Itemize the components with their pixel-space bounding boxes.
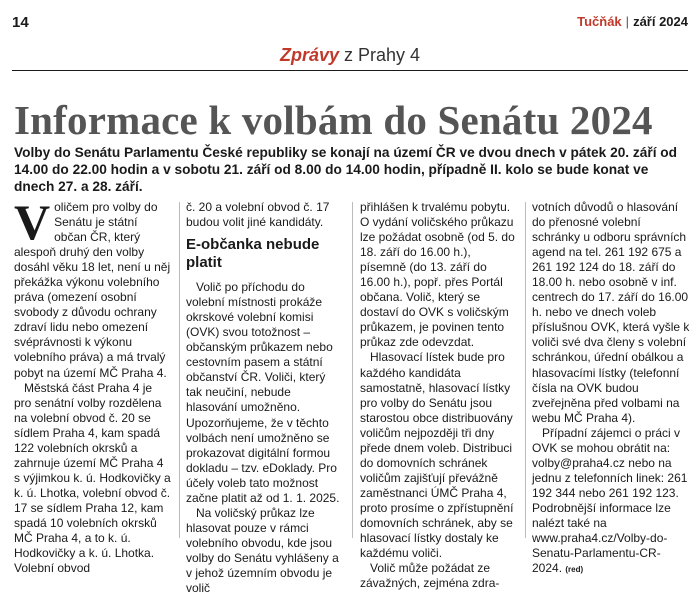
section-title: [12, 45, 688, 66]
article-column-4: [532, 200, 690, 577]
paragraph: Na voličský průkaz lze hlasovat pouze v rámci volebního obvodu, kde jsou volby do Senátu vyhlášeny a v jehož územním obvodu je volič: [186, 505, 339, 596]
article-column-1: [14, 194, 172, 576]
drop-cap: V: [14, 194, 51, 250]
column-divider: [352, 202, 353, 538]
paragraph: přihlášen k trvalému pobytu. O vydání voličského průkazu lze požádat osobně (od 5. do 18. září do 16.00 h.), písemně (do 13. září do 16.00 h.), popř. přes Portál občana. Volič, který se dostaví do OVK s voličským průkazem, je povinen tento průkaz zde odevzdat.: [360, 200, 515, 350]
page-header: [0, 0, 700, 38]
section-title-highlight: Zprávy: [279, 45, 339, 65]
article-column-2: [186, 200, 344, 596]
paragraph: votních důvodů o hlasování do přenosné volební schránky u odboru správních agend na tel. 261 192 675 a 261 192 124 do 18. září do 18.00 h. nebo osobně v inf. centrech do 17. září do 16.00 h. nebo ve dnech voleb příslušnou OVK, která vyšle k voliči své dva členy s volební schránkou, úřední obálkou a hlasovacími lístky (telefonní čísla na OVK budou zveřejněna před volbami na webu MČ Praha 4).: [532, 200, 690, 425]
article-headline: Informace k volbám do Senátu 2024: [14, 97, 653, 143]
paragraph: Volič může požádat ze závažných, zejména zdra-: [360, 561, 500, 591]
publication-name: Tučňák: [577, 14, 622, 29]
paragraph: Městská část Praha 4 je pro senátní volby rozdělena na volební obvod č. 20 se sídlem Praha 4, kam spadá 122 volebních okrsků a zahrnuje území MČ Praha 4 s výjimkou k. ú. Hodkovičky a k. ú. Lhotka, volební obvod č. 17 se sídlem Praha 12, kam spadá 10 volebních okrsků MČ Praha 4, a to k. ú. Hodkovičky a k. ú. Lhotka. Volební obvod: [14, 380, 171, 576]
masthead: [577, 14, 688, 29]
paragraph: č. 20 a volební obvod č. 17 budou volit jiné kandidáty.: [186, 200, 330, 230]
column-divider: [525, 202, 526, 538]
paragraph-text: oličem pro volby do Senátu je státní občan ČR, který alespoň druhý den volby dosáhl věku 18 let, není u něj překážka výkonu volebního práva (omezení osobní svobody z důvodu ochrany zdraví lidu nebo omezení svéprávnosti k výkonu volebního práva) a má trvalý pobyt na území MČ Praha 4.: [14, 200, 171, 380]
section-title-rest: z Prahy 4: [338, 45, 421, 65]
article-body: [14, 194, 690, 596]
article-lead: Volby do Senátu Parlamentu České republiky se konají na území ČR ve dvou dnech v pátek 20. září od 14.00 do 22.00 hodin a v sobotu 21. září od 8.00 do 14.00 hodin, případně II. kolo se bude konat ve dnech 27. a 28. září.: [14, 145, 678, 194]
paragraph: Volič po příchodu do volební místnosti prokáže okrskové volební komisi (OVK) svou totožnost – občanským průkazem nebo cestovním pasem a státní občanství ČR. Voliči, který tak neučiní, nebude hlasování umožněno. Upozorňujeme, že v těchto volbách není umožněno se prokazovat digitální formou dokladu – tzv. eDoklady. Pro účely voleb tato možnost začne platit až od 1. 1. 2025.: [186, 280, 340, 505]
article-subheading: E-občanka nebude platit: [186, 236, 320, 272]
column-divider: [179, 202, 180, 538]
issue-date: září 2024: [633, 14, 688, 29]
paragraph: Hlasovací lístek bude pro každého kandidáta samostatně, hlasovací lístky pro volby do Senátu jsou starostou obce distribuovány voličům nejpozději tři dny přede dnem voleb. Distribuci do domovních schránek voličům zajišťují převážně zaměstnanci ÚMČ Praha 4, proto prosíme o zpřístupnění domovních schránek, aby se hlasovací lístky dostaly ke každému voliči.: [360, 350, 514, 561]
paragraph: [532, 426, 690, 577]
paragraph-text: Případní zájemci o práci v OVK se mohou obrátit na: volby@praha4.cz nebo na jednu z telefonních linek: 261 192 344 nebo 261 192 123. Podrobnější informace lze nalézt také na www.praha4.cz/Volby-do-Senatu-Parlamentu-CR-2024.: [532, 425, 688, 576]
page-number: 14: [12, 14, 29, 31]
masthead-separator: |: [625, 14, 630, 29]
paragraph: [14, 194, 172, 381]
article-column-3: [360, 200, 518, 591]
section-banner: [12, 40, 688, 71]
author-signature: (red): [565, 565, 584, 575]
